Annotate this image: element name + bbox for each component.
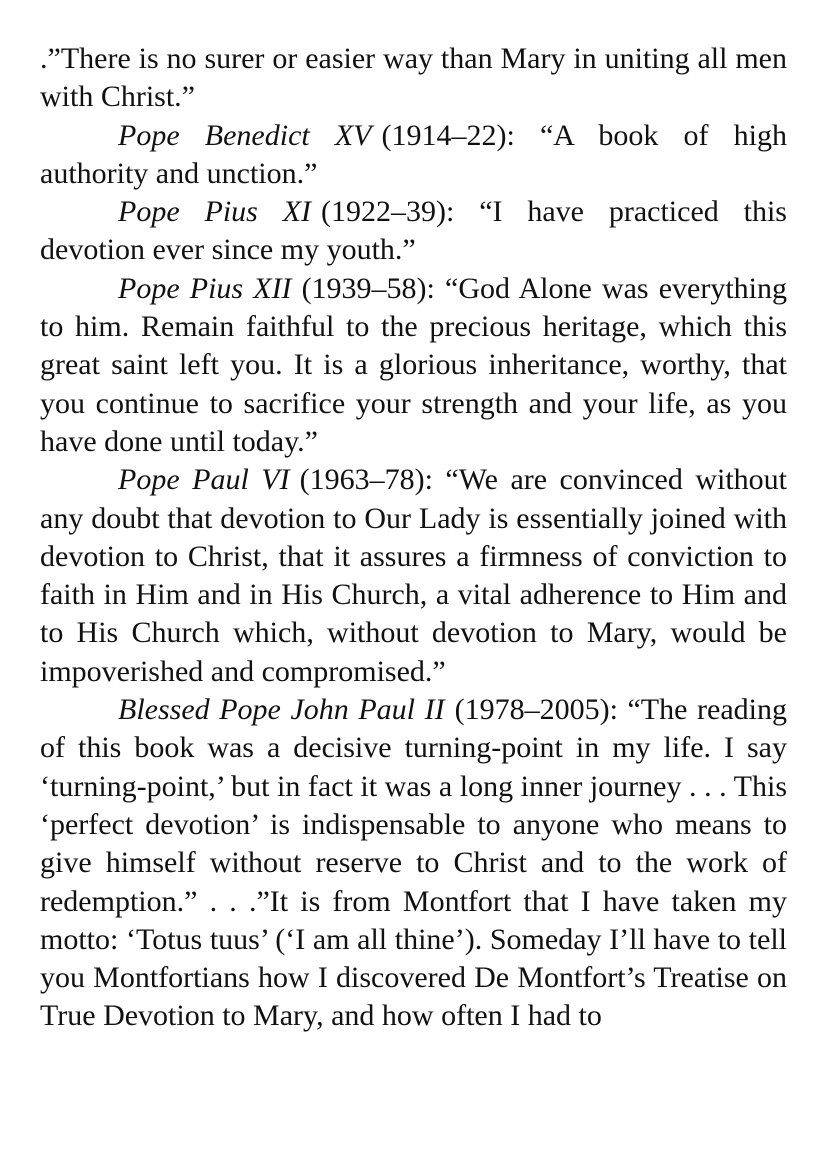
quote-speaker: Pope Pius XI: [118, 195, 312, 229]
quote-text: (1939–58): “God Alone was everything to him. Remain faithful to the precious heritage, which this great saint left you. It is a glorious inheritance, worthy, that you continue to sacrifice your strength and your life, as you have done until today.”: [40, 271, 788, 458]
paragraph-text: .”There is no surer or easier way than Mary in uniting all men with Christ.”: [40, 42, 787, 114]
quote-paul-vi: [40, 461, 787, 691]
quote-text: (1922–39): “I have practiced this devotion ever since my youth.”: [40, 195, 787, 267]
quote-text: (1914–22): “A book of high authority and unction.”: [40, 118, 787, 190]
quote-pius-xi: [40, 193, 787, 270]
quote-text: (1963–78): “We are convinced without any doubt that devotion to Our Lady is essentially joined with devotion to Christ, that it assures a firmness of conviction to faith in Him and in His Church, a vital adherence to Him and to His Church which, without devotion to Mary, would be impoverished and compromised.”: [40, 463, 787, 688]
quote-speaker: Pope Benedict XV: [118, 118, 372, 152]
quote-speaker: Pope Paul VI: [118, 463, 290, 497]
quote-speaker: Pope Pius XII: [118, 271, 292, 305]
quote-speaker: Blessed Pope John Paul II: [118, 693, 445, 727]
paragraph-continuation: [40, 40, 787, 117]
quote-pius-xii: [40, 270, 787, 461]
quote-benedict-xv: [40, 117, 787, 194]
quote-text: (1978–2005): “The reading of this book was a decisive turning-point in my life. I say ‘turning-point,’ but in fact it was a long inner journey . . . This ‘perfect devotion’ is indispensable to anyone who means to give himself without reserve to Christ and to the work of redemption.” . . .”It is from Montfort that I have taken my motto: ‘Totus tuus’ (‘I am all thine’). Someday I’ll have to tell you Montfortians how I discovered De Montfort’s Treatise on True Devotion to Mary, and how often I had to: [40, 693, 787, 1033]
quote-john-paul-ii: [40, 691, 787, 1036]
